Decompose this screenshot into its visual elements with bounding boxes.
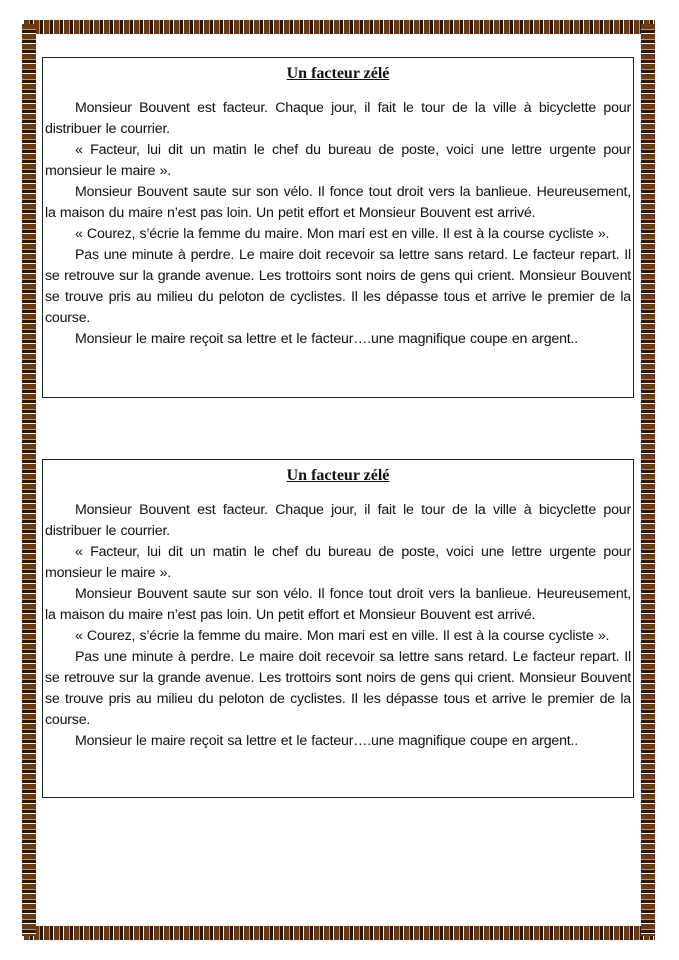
paragraph: « Facteur, lui dit un matin le chef du bureau de poste, voici une lettre urgente pour monsieur le maire ». xyxy=(45,544,631,581)
paragraph: Pas une minute à perdre. Le maire doit recevoir sa lettre sans retard. Le facteur repart. Il se retrouve sur la grande avenue. Les trottoirs sont noirs de gens qui crient. Monsieur Bouvent se trouve pris au milieu du peloton de cyclistes. Il les dépasse tous et arrive le premier de la course. xyxy=(45,247,631,326)
decorative-border-right xyxy=(641,24,655,936)
paragraph: Monsieur le maire reçoit sa lettre et le facteur….une magnifique coupe en argent.. xyxy=(75,733,578,749)
paragraph: « Courez, s’écrie la femme du maire. Mon mari est en ville. Il est à la course cycliste ». xyxy=(75,628,610,644)
paragraph: Monsieur le maire reçoit sa lettre et le facteur….une magnifique coupe en argent.. xyxy=(75,331,578,347)
text-card-2 xyxy=(42,459,634,798)
text-title: Un facteur zélé xyxy=(286,65,390,82)
paragraph: Monsieur Bouvent est facteur. Chaque jour, il fait le tour de la ville à bicyclette pour distribuer le courrier. xyxy=(45,502,631,539)
paragraph: Monsieur Bouvent saute sur son vélo. Il fonce tout droit vers la banlieue. Heureusement, la maison du maire n’est pas loin. Un petit effort et Monsieur Bouvent est arrivé. xyxy=(45,586,631,623)
text-title: Un facteur zélé xyxy=(286,467,390,484)
decorative-border-top xyxy=(24,20,655,34)
paragraph: « Facteur, lui dit un matin le chef du bureau de poste, voici une lettre urgente pour monsieur le maire ». xyxy=(45,142,631,179)
decorative-border-left xyxy=(22,24,36,936)
paragraph: Pas une minute à perdre. Le maire doit recevoir sa lettre sans retard. Le facteur repart. Il se retrouve sur la grande avenue. Les trottoirs sont noirs de gens qui crient. Monsieur Bouvent se trouve pris au milieu du peloton de cyclistes. Il les dépasse tous et arrive le premier de la course. xyxy=(45,649,631,728)
decorative-border-bottom xyxy=(24,926,655,940)
paragraph: Monsieur Bouvent saute sur son vélo. Il fonce tout droit vers la banlieue. Heureusement, la maison du maire n’est pas loin. Un petit effort et Monsieur Bouvent est arrivé. xyxy=(45,184,631,221)
paragraph: Monsieur Bouvent est facteur. Chaque jour, il fait le tour de la ville à bicyclette pour distribuer le courrier. xyxy=(45,100,631,137)
paragraph: « Courez, s’écrie la femme du maire. Mon mari est en ville. Il est à la course cycliste ». xyxy=(75,226,610,242)
text-card-1 xyxy=(42,57,634,398)
